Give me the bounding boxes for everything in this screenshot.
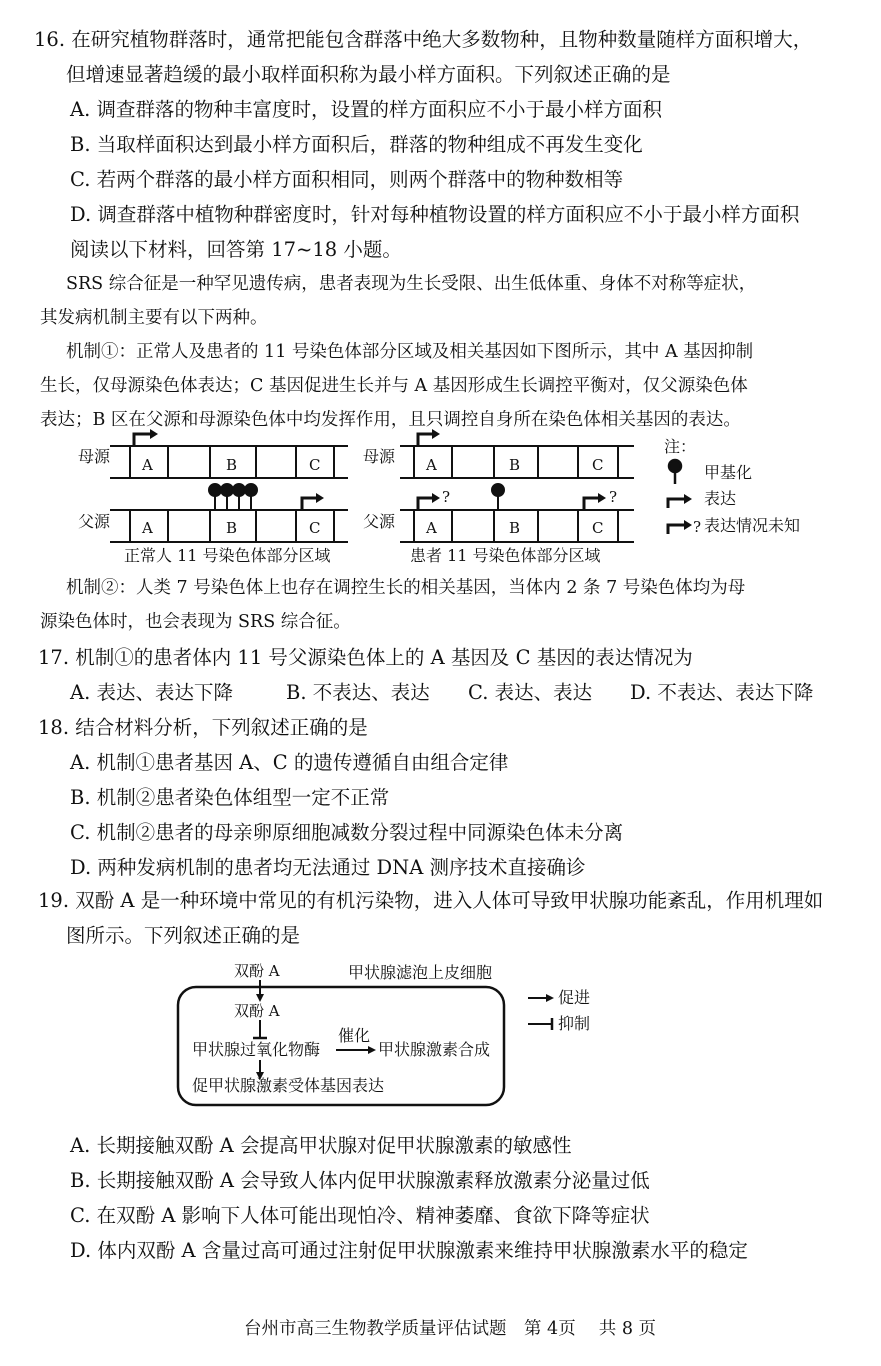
gene-b-label: B	[509, 456, 521, 474]
legend-methyl-label: 甲基化	[704, 463, 753, 482]
unknown-mark: ?	[609, 488, 618, 506]
q19-option-d: D. 体内双酚 A 含量过高可通过注射促甲状腺激素来维持甲状腺激素水平的稳定	[70, 1239, 748, 1262]
flow-bisphenol-outside: 双酚 A	[234, 962, 280, 980]
q16-option-d: D. 调查群落中植物种群密度时，针对每种植物设置的样方面积应不小于最小样方面积	[70, 203, 800, 226]
material-p2-line3: 表达；B 区在父源和母源染色体中均发挥作用，且只调控自身所在染色体相关基因的表达。	[40, 410, 741, 430]
q16-option-c: C. 若两个群落的最小样方面积相同，则两个群落中的物种数相等	[70, 168, 624, 191]
legend-note-title: 注：	[664, 437, 697, 456]
legend-promote-label: 促进	[558, 988, 591, 1007]
q17-option-a: A. 表达、表达下降	[70, 681, 233, 704]
q17-option-b: B. 不表达、表达	[286, 681, 430, 704]
flow-synthesis: 甲状腺激素合成	[378, 1040, 491, 1059]
q16-option-b: B. 当取样面积达到最小样方面积后，群落的物种组成不再发生变化	[70, 133, 643, 156]
material-p3-line1: 机制②：人类 7 号染色体上也存在调控生长的相关基因，当体内 2 条 7 号染色体均为母	[66, 578, 746, 598]
gene-b-label: B	[509, 519, 521, 537]
gene-c-label: C	[592, 456, 604, 474]
gene-a-label: A	[142, 456, 153, 474]
legend-unknown-label: 表达情况未知	[704, 516, 801, 535]
flow-cell-label: 甲状腺滤泡上皮细胞	[348, 963, 493, 982]
q18-option-a: A. 机制①患者基因 A、C 的遗传遵循自由组合定律	[70, 751, 509, 774]
flow-catalyze-label: 催化	[338, 1026, 371, 1045]
caption-patient: 患者 11 号染色体部分区域	[410, 546, 601, 565]
q19-option-a: A. 长期接触双酚 A 会提高甲状腺对促甲状腺激素的敏感性	[70, 1134, 572, 1157]
q18-stem: 18. 结合材料分析，下列叙述正确的是	[38, 716, 368, 739]
q19-option-b: B. 长期接触双酚 A 会导致人体内促甲状腺激素释放激素分泌量过低	[70, 1169, 650, 1192]
material-p2-line2: 生长，仅母源染色体表达；C 基因促进生长并与 A 基因形成生长调控平衡对，仅父源染色体	[40, 376, 748, 396]
legend-unknown-mark: ?	[693, 518, 702, 536]
gene-b-label: B	[226, 519, 238, 537]
caption-normal: 正常人 11 号染色体部分区域	[124, 546, 331, 565]
q16-stem-line2: 但增速显著趋缓的最小取样面积称为最小样方面积。下列叙述正确的是	[66, 63, 671, 86]
gene-c-label: C	[309, 456, 321, 474]
page-footer: 台州市高三生物教学质量评估试题 第 4页 共 8 页	[244, 1319, 657, 1339]
material-intro: 阅读以下材料，回答第 17~18 小题。	[70, 238, 402, 261]
gene-c-label: C	[309, 519, 321, 537]
q16-option-a: A. 调查群落的物种丰富度时，设置的样方面积应不小于最小样方面积	[70, 98, 662, 121]
gene-c-label: C	[592, 519, 604, 537]
legend-express-label: 表达	[704, 489, 737, 508]
q18-option-d: D. 两种发病机制的患者均无法通过 DNA 测序技术直接确诊	[70, 856, 586, 879]
q19-stem-line2: 图所示。下列叙述正确的是	[66, 924, 301, 947]
material-p3-line2: 源染色体时，也会表现为 SRS 综合征。	[40, 612, 351, 632]
label-paternal-normal: 父源	[78, 512, 111, 531]
label-maternal-patient: 母源	[363, 447, 396, 466]
flow-bisphenol-inside: 双酚 A	[234, 1002, 280, 1020]
gene-a-label: A	[426, 456, 437, 474]
q18-option-b: B. 机制②患者染色体组型一定不正常	[70, 786, 390, 809]
flow-enzyme: 甲状腺过氧化物酶	[192, 1040, 321, 1059]
q16-stem-line1: 16. 在研究植物群落时，通常把能包含群落中绝大多数物种，且物种数量随样方面积增大，	[34, 28, 813, 51]
unknown-mark: ?	[442, 488, 451, 506]
label-paternal-patient: 父源	[363, 512, 396, 531]
q17-stem: 17. 机制①的患者体内 11 号父源染色体上的 A 基因及 C 基因的表达情况为	[38, 646, 693, 669]
gene-a-label: A	[426, 519, 437, 537]
q19-stem-line1: 19. 双酚 A 是一种环境中常见的有机污染物，进入人体可导致甲状腺功能紊乱，作用机理如	[38, 889, 824, 912]
material-p1-line1: SRS 综合征是一种罕见遗传病，患者表现为生长受限、出生低体重、身体不对称等症状，	[66, 274, 757, 294]
gene-a-label: A	[142, 519, 153, 537]
gene-b-label: B	[226, 456, 238, 474]
q19-option-c: C. 在双酚 A 影响下人体可能出现怕冷、精神萎靡、食欲下降等症状	[70, 1204, 650, 1227]
legend-express-icon	[668, 499, 684, 534]
q17-option-c: C. 表达、表达	[468, 681, 593, 704]
label-maternal-normal: 母源	[78, 447, 111, 466]
material-p2-line1: 机制①：正常人及患者的 11 号染色体部分区域及相关基因如下图所示，其中 A 基因抑制	[66, 342, 754, 362]
flow-receptor: 促甲状腺激素受体基因表达	[192, 1076, 385, 1095]
q17-option-d: D. 不表达、表达下降	[630, 681, 814, 704]
methylation-icon	[209, 484, 504, 510]
legend-inhibit-label: 抑制	[558, 1014, 591, 1033]
q18-option-c: C. 机制②患者的母亲卵原细胞减数分裂过程中同源染色体未分离	[70, 821, 624, 844]
material-p1-line2: 其发病机制主要有以下两种。	[40, 308, 268, 328]
